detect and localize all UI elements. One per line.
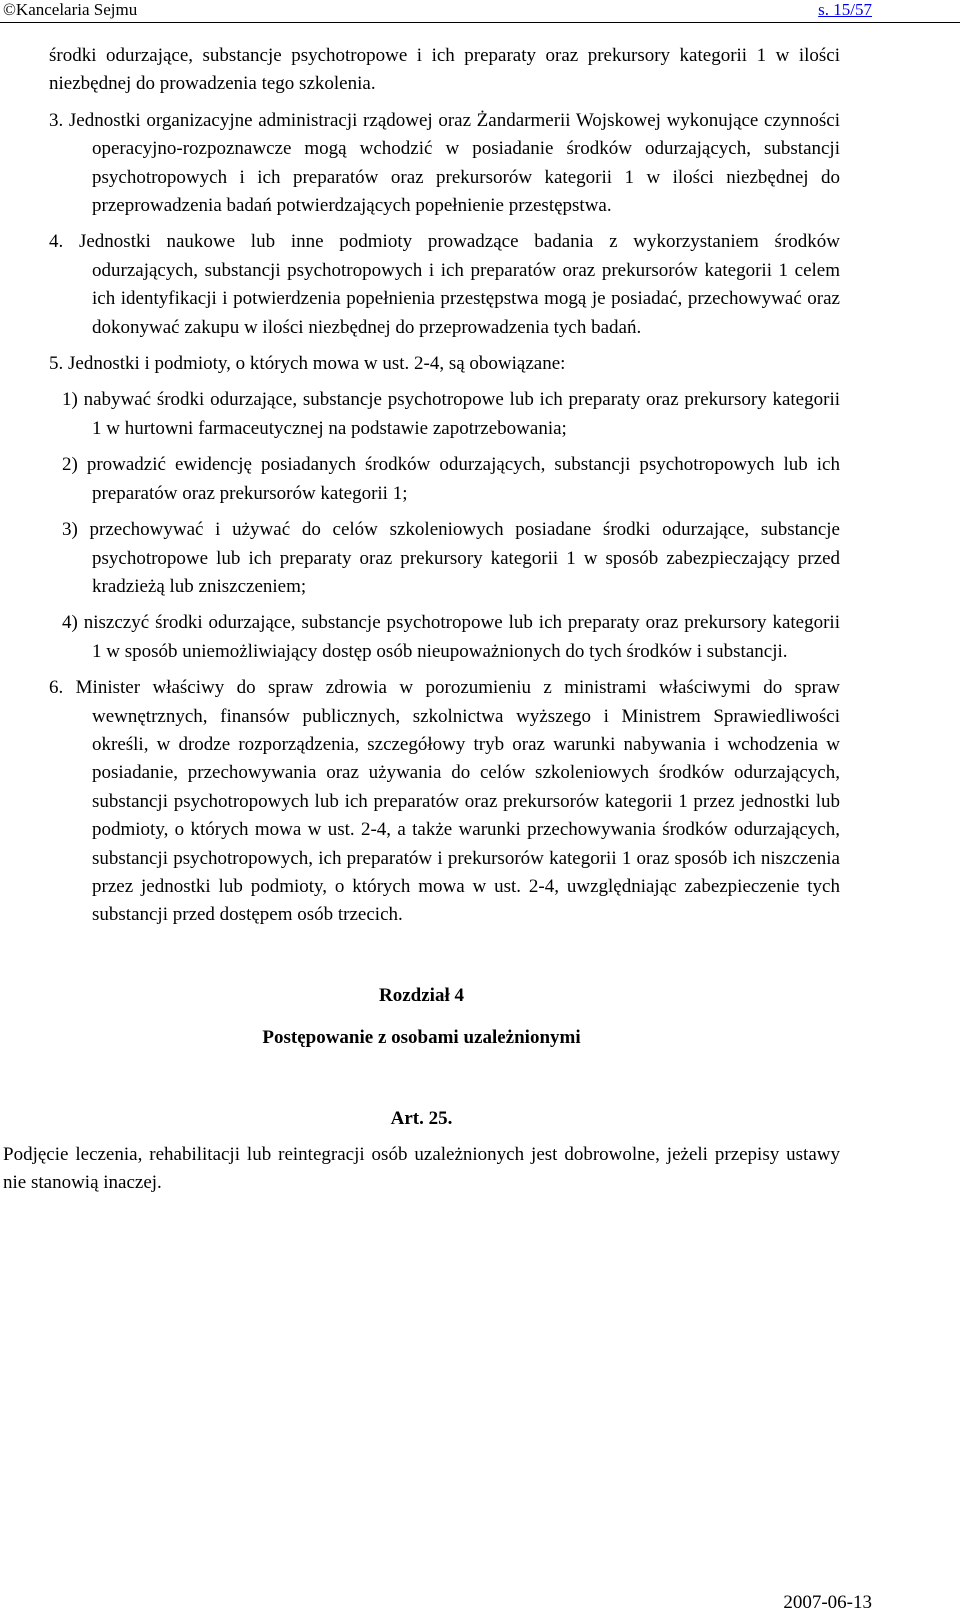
paragraph-3: 3. Jednostki organizacyjne administracji rządowej oraz Żandarmerii Wojskowej wykonujące czynności operacyjno-rozpoznawcze mogą wchodzić w posiadanie środków odurzających, substancji psychotropowych i ich preparatów oraz prekursorów kategorii 1 w ilości niezbędnej do przeprowadzenia badań potwierdzających popełnienie przestępstwa. — [49, 109, 840, 217]
footer-date: 2007-06-13 — [783, 1592, 872, 1613]
source-label: ©Kancelaria Sejmu — [3, 0, 138, 19]
paragraph-5: 5. Jednostki i podmioty, o których mowa w ust. 2-4, są obowiązane: — [49, 353, 566, 375]
list-item: 4) niszczyć środki odurzające, substancje psychotropowe lub ich preparaty oraz prekursory kategorii 1 w sposób uniemożliwiający dostęp osób nieupoważnionych do tych środków i substancji. — [62, 612, 840, 662]
chapter-heading: Rozdział 4 — [379, 984, 464, 1006]
list-item: 2) prowadzić ewidencję posiadanych środków odurzających, substancji psychotropowych lub ich preparatów oraz prekursorów kategorii 1; — [62, 454, 840, 504]
article-heading: Art. 25. — [390, 1107, 453, 1129]
paragraph-6: 6. Minister właściwy do spraw zdrowia w porozumieniu z ministrami właściwymi do spraw wewnętrznych, finansów publicznych, szkolnictwa wyższego i Ministrem Sprawiedliwości określi, w drodze rozporządzenia, szczegółowy tryb oraz warunki nabywania i wchodzenia w posiadanie, przechowywania oraz używania do celów szkoleniowych środków odurzających, substancji psychotropowych lub ich preparatów oraz prekursorów kategorii 1 przez jednostki lub podmioty, o których mowa w ust. 2-4, a także warunki przechowywania środków odurzających, substancji psychotropowych, ich preparatów i prekursorów kategorii 1 oraz sposób ich niszczenia przez jednostki lub podmioty, o których mowa w ust. 2-4, uwzględniając zabezpieczenie tych substancji przed dostępem osób trzecich. — [49, 677, 840, 926]
list-item: 3) przechowywać i używać do celów szkoleniowych posiadane środki odurzające, substancje psychotropowe lub ich preparaty oraz prekursory kategorii 1 w sposób zabezpieczający przed kradzieżą lub zniszczeniem; — [62, 519, 840, 597]
page-header — [0, 0, 960, 23]
document-body — [3, 42, 840, 1198]
article-text: Podjęcie leczenia, rehabilitacji lub reintegracji osób uzależnionych jest dobrowolne, jeżeli przepisy ustawy nie stanowią inaczej. — [3, 1144, 840, 1194]
continued-paragraph: środki odurzające, substancje psychotropowe i ich preparaty oraz prekursory kategorii 1 w ilości niezbędnej do prowadzenia tego szkolenia. — [49, 45, 840, 95]
list-item: 1) nabywać środki odurzające, substancje psychotropowe lub ich preparaty oraz prekursory kategorii 1 w hurtowni farmaceutycznej na podstawie zapotrzebowania; — [62, 389, 840, 439]
page-number-link[interactable]: s. 15/57 — [818, 0, 872, 19]
paragraph-4: 4. Jednostki naukowe lub inne podmioty prowadzące badania z wykorzystaniem środków odurzających, substancji psychotropowych i ich preparatów oraz prekursorów kategorii 1 celem ich identyfikacji i potwierdzenia popełnienia przestępstwa mogą je posiadać, przechowywać oraz dokonywać zakupu w ilości niezbędnej do przeprowadzenia tych badań. — [49, 231, 840, 338]
chapter-title: Postępowanie z osobami uzależnionymi — [262, 1027, 581, 1049]
